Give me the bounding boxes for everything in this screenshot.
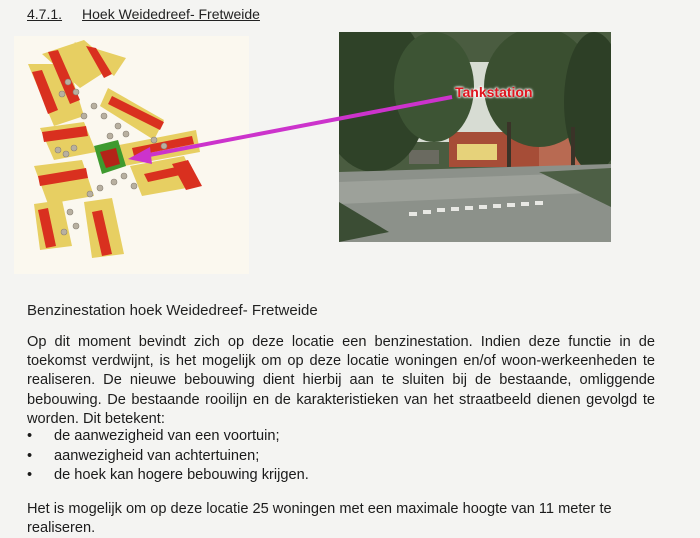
section-heading: [27, 6, 260, 22]
requirements-list: [27, 427, 309, 486]
site-plan-map: [14, 36, 249, 274]
list-item: • aanwezigheid van achtertuinen;: [27, 447, 309, 467]
section-number: 4.7.1.: [27, 6, 63, 22]
subtitle: Benzinestation hoek Weidedreef- Fretweide: [27, 302, 318, 319]
description-paragraph: Op dit moment bevindt zich op deze locatie een benzinestation. Indien deze functie in de toekomst verdwijnt, is het mogelijk om op deze locatie woningen en/of woon-werkeenheden te realiseren. De nieuwe bebouwing dient hierbij aan te sluiten bij de bestaande, omliggende bebouwing. De bestaande rooilijn en de karakteristieken van het straatbeeld dienen gevolgd te worden. Dit betekent:: [27, 334, 655, 427]
list-item: • de hoek kan hogere bebouwing krijgen.: [27, 466, 309, 486]
list-item: • de aanwezigheid van een voortuin;: [27, 427, 309, 447]
street-photo: [339, 32, 611, 242]
section-title: Hoek Weidedreef- Fretweide: [82, 6, 260, 22]
station-photo: [339, 32, 611, 242]
tankstation-label: Tankstation: [455, 84, 533, 100]
site-plan-drawing: [14, 36, 249, 274]
closing-paragraph: Het is mogelijk om op deze locatie 25 woningen met een maximale hoogte van 11 meter te realiseren.: [27, 501, 612, 536]
